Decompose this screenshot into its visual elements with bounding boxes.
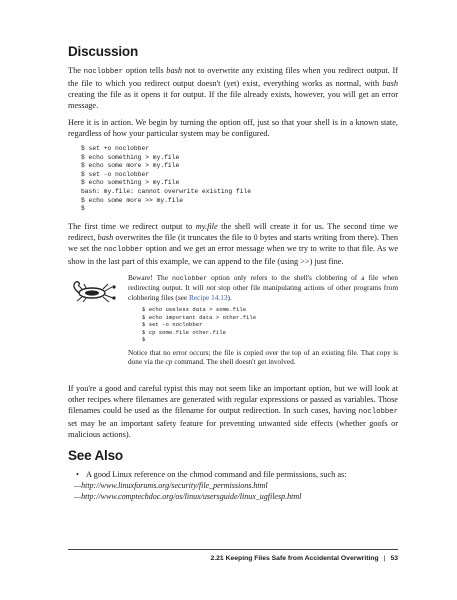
note-paragraph-2: Notice that no error occurs; the file is copied over the top of an existing file. That copy is done via the cp command. The shell doesn't get involved. — [128, 347, 398, 367]
page-footer — [68, 549, 398, 562]
code-block-example: $ set +o noclobber $ echo something > my.file $ echo some more > my.file $ set -o noclobber $ echo something > my.file bash: my.file: cannot overwrite existing file $ echo some more >> my.file $ — [81, 145, 252, 213]
paragraph-4: If you're a good and careful typist this may not seem like an important option, but we will look at other recipes where filenames are generated with regular expressions or passed as variables. Those filenames could be used as the filename for output redirection. In such cases, having noclobber set may be an important safety feature for preventing unwanted side effects (whether goofs or malicious actions). — [68, 383, 398, 439]
discussion-paragraph-1: The noclobber option tells bash not to overwrite any existing files when you redirect output. If the file to which you redirect output doesn't (yet) exist, everything works as normal, with bash creating the file as it opens it for output. If the file already exists, however, you will get an error message. — [68, 66, 398, 110]
footer-section-title: 2.21 Keeping Files Safe from Accidental Overwriting — [210, 555, 379, 562]
footer-separator: | — [383, 555, 386, 562]
see-also-list — [68, 469, 398, 480]
recipe-link[interactable]: Recipe 14.13 — [189, 292, 228, 302]
bullet-icon: • — [76, 469, 79, 479]
scorpion-icon-graphic — [68, 279, 118, 305]
note-paragraph-1: Beware! The noclobber option only refers to the shell's clobbering of a file when redirecting output. It will not stop other file manipulating actions of other programs from clobbering files (see Recipe 14.13). — [128, 272, 398, 302]
inline-code: noclobber — [83, 68, 124, 76]
discussion-paragraph-3: The first time we redirect output to my.file the shell will create it for us. The second time we redirect, bash overwrites the file (it truncates the file to 0 bytes and starts writing from there). Then we set the noclobber option and we get an error message when we try to write to that file. As we show in the last part of this example, we can append to the file (using >>) just fine. — [68, 221, 399, 266]
note-code-block: $ echo useless data > some.file $ echo important data > other.file $ set -o noclobber $ cp some.file other.file $ — [142, 305, 257, 344]
page-number: 53 — [390, 555, 398, 562]
note-body — [128, 273, 398, 371]
url-link-1[interactable]: —http://www.linuxforums.org/security/file_permissions.html — [74, 480, 268, 490]
warning-note — [68, 273, 398, 371]
discussion-heading: Discussion — [68, 44, 139, 59]
url-link-2[interactable]: —http://www.comptechdoc.org/os/linux/usersguide/linux_ugfilesp.html — [74, 491, 302, 501]
list-item: • A good Linux reference on the chmod command and file permissions, such as: — [76, 469, 347, 479]
see-also-heading: See Also — [68, 447, 123, 463]
scorpion-warning-icon — [68, 273, 120, 371]
page-content — [68, 44, 398, 502]
discussion-paragraph-2: Here it is in action. We begin by turning the option off, just so that your shell is in a known state, regardless of how your particular system may be configured. — [68, 118, 398, 138]
